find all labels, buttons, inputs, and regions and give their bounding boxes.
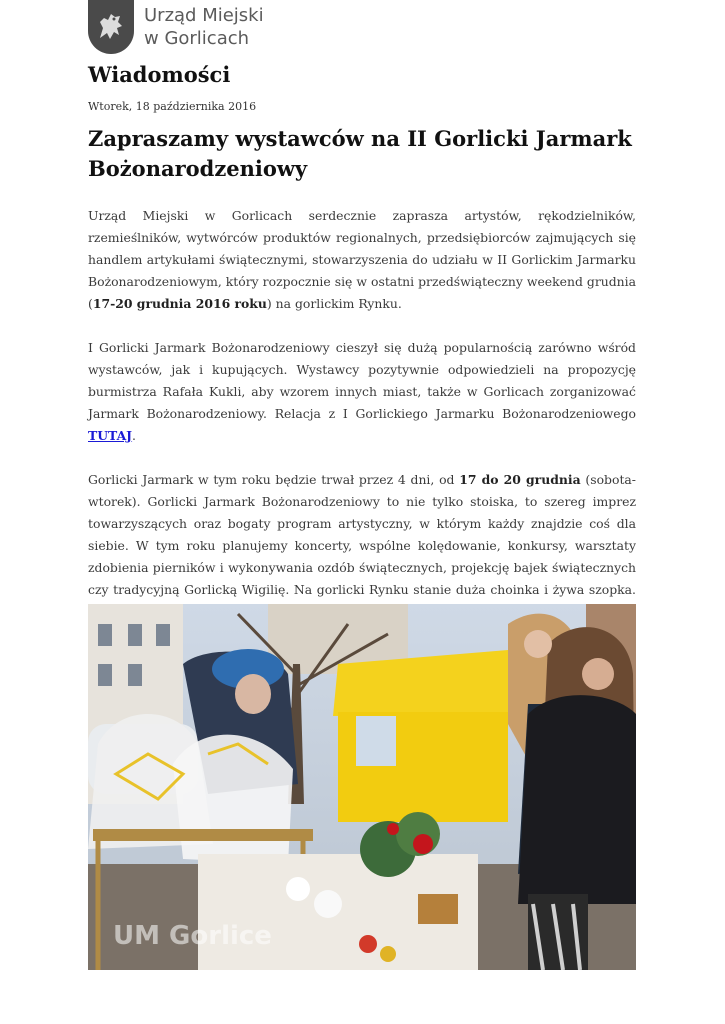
logo-text (144, 4, 264, 50)
watermark-text: UM Gorlice (113, 921, 272, 951)
paragraph-2 (88, 337, 636, 447)
fair-dates-bold: 17-20 grudnia 2016 roku (92, 296, 267, 311)
logo-line-1: Urząd Miejski (144, 5, 264, 26)
publication-date: Wtorek, 18 października 2016 (88, 100, 257, 113)
logo-line-2: w Gorlicach (144, 28, 250, 49)
paragraph-1-end: ) na gorlickim Rynku. (266, 296, 402, 311)
site-logo[interactable] (88, 0, 264, 54)
article-headline: Zapraszamy wystawców na II Gorlicki Jarmark Bożonarodzeniowy (88, 126, 632, 181)
paragraph-2-end: . (132, 428, 136, 443)
report-link[interactable]: TUTAJ (88, 428, 133, 443)
section-title: Wiadomości (88, 62, 231, 87)
fair-days-bold: 17 do 20 grudnia (459, 472, 581, 487)
paragraph-3-text: Gorlicki Jarmark w tym roku będzie trwał przez 4 dni, od (88, 472, 460, 487)
paragraph-3-end: (sobota-wtorek). Gorlicki Jarmark Bożonarodzeniowy to nie tylko stoiska, to szereg imprez towarzyszących oraz bogaty program artystyczny, w którym każdy znajdzie coś dla siebie. W tym roku planujemy koncerty, wspólne kolędowanie, konkursy, warsztaty zdobienia pierników i wykonywania ozdób świątecznych, projekcję bajek świątecznych czy tradycyjną Gorlicką Wigilię. Na gorlicki Rynku stanie duża choinka i żywa szopka. (88, 472, 636, 597)
coat-of-arms-icon (88, 0, 134, 54)
article-body (88, 205, 636, 645)
article-photo (88, 604, 636, 970)
paragraph-1 (88, 205, 636, 315)
paragraph-1-text: Urząd Miejski w Gorlicach serdecznie zaprasza artystów, rękodzielników, rzemieślników, wytwórców produktów regionalnych, przedsiębiorców zajmujących się handlem artykułami świątecznymi, stowarzyszenia do udziału w II Gorlickim Jarmarku Bożonarodzeniowym, który rozpocznie się w ostatni przedświąteczny weekend grudnia ( (88, 208, 636, 311)
paragraph-2-text: I Gorlicki Jarmark Bożonarodzeniowy cieszył się dużą popularnością zarówno wśród wystawców, jak i kupujących. Wystawcy pozytywnie odpowiedzieli na propozycję burmistrza Rafała Kukli, aby wzorem innych miast, także w Gorlicach zorganizować Jarmark Bożonarodzeniowy. Relacja z I Gorlickiego Jarmarku Bożonarodzeniowego (88, 340, 636, 421)
paragraph-3 (88, 469, 636, 623)
